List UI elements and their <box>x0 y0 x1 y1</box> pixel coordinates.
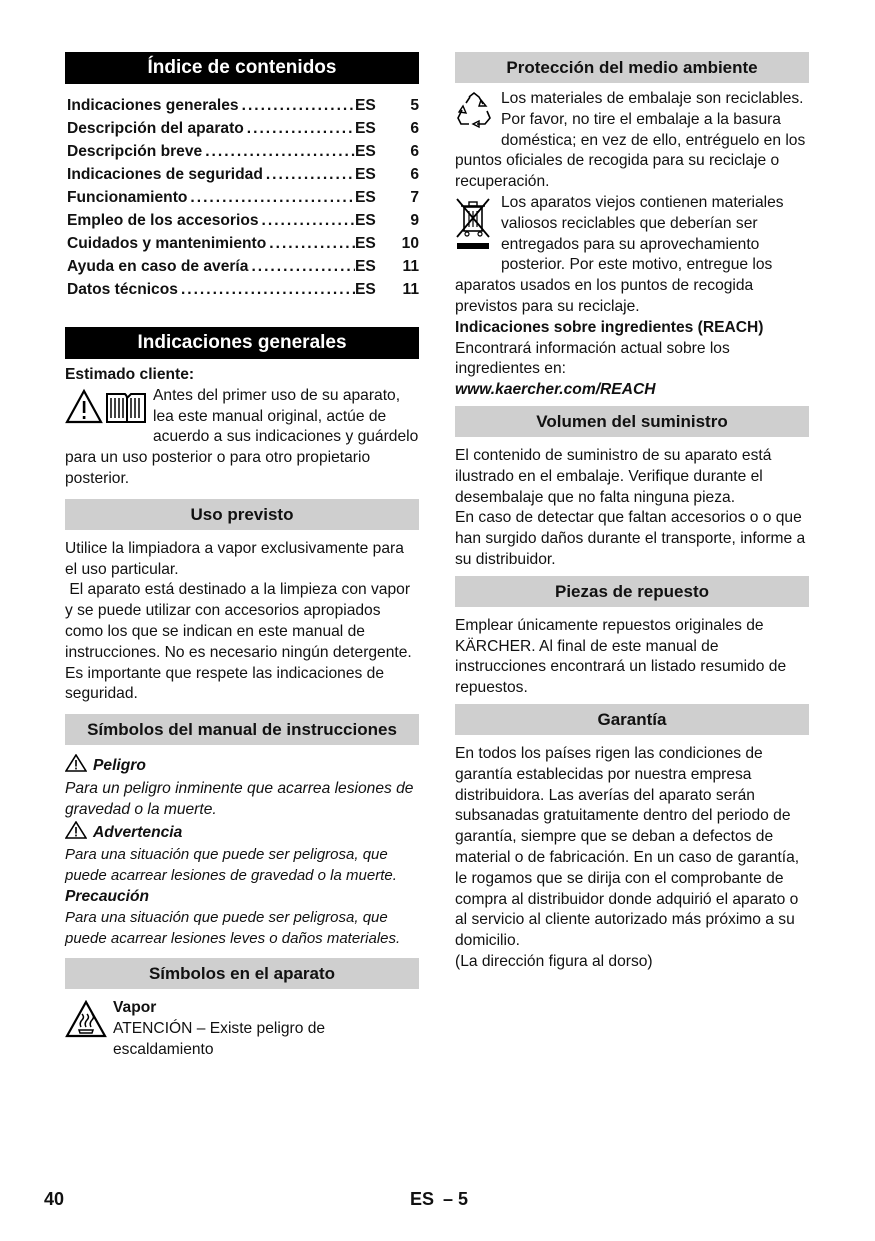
warning-manual-icon <box>65 388 147 433</box>
warning-text: Para una situación que puede ser peligrosa, que puede acarrear lesiones de gravedad o la muerte. <box>65 846 397 885</box>
toc-entry-lang: ES <box>355 143 376 160</box>
advertencia-warning-icon <box>65 821 87 846</box>
reach-text: Encontrará información actual sobre los ingredientes en: <box>455 339 730 378</box>
toc-entry-title: Funcionamiento <box>67 189 188 206</box>
toc-entry-page: 6 <box>410 166 419 183</box>
toc-entry-title: Ayuda en caso de avería <box>67 258 249 275</box>
toc-entry-page: 6 <box>410 120 419 137</box>
toc-entry-title: Cuidados y mantenimiento <box>67 235 267 252</box>
general-intro-text: Antes del primer uso de su aparato, lea este manual original, actúe de acuerdo a sus indicaciones y guárdelo para un uso posterior o para otro propietario posterior. <box>65 386 419 487</box>
toc-entry-page: 7 <box>410 189 419 206</box>
toc-entry-lang: ES <box>355 189 376 206</box>
caution-label: Precaución <box>65 887 150 905</box>
toc-entry-page: 10 <box>401 235 419 252</box>
spare-parts-p1: Emplear únicamente repuestos originales de KÄRCHER. Al final de este manual de instrucciones encontrará un listado resumido de repuestos. <box>455 616 787 697</box>
toc-entry[interactable] <box>65 163 419 186</box>
toc-entry[interactable] <box>65 186 419 209</box>
intended-use-p2: El aparato está destinado a la limpieza con vapor y se puede utilizar con accesorios apropiados como los que se indican en este manual de instrucciones. No es necesario ningún detergente. Es importante que respete las indicaciones de seguridad. <box>65 581 417 703</box>
toc-entry[interactable] <box>65 278 419 301</box>
toc-entry-title: Indicaciones de seguridad <box>67 166 263 183</box>
environment-recycle-block <box>455 89 809 193</box>
intended-use-p1: Utilice la limpiadora a vapor exclusivamente para el uso particular. <box>65 539 404 578</box>
toc-entry[interactable] <box>65 94 419 117</box>
manual-symbols-heading: Símbolos del manual de instrucciones <box>65 714 419 745</box>
danger-warning-icon <box>65 754 87 779</box>
warning-label: Advertencia <box>93 823 183 841</box>
danger-text: Para un peligro inminente que acarrea lesiones de gravedad o la muerte. <box>65 779 414 818</box>
page-number: 40 <box>44 1189 65 1209</box>
reach-url-link[interactable]: www.kaercher.com/REACH <box>455 381 656 399</box>
reach-title: Indicaciones sobre ingredientes (REACH) <box>455 318 764 336</box>
toc-entry-lang: ES <box>355 120 376 137</box>
toc-heading: Índice de contenidos <box>65 52 419 84</box>
left-column <box>65 52 419 1061</box>
toc-entry-title: Indicaciones generales <box>67 97 239 114</box>
danger-label-row <box>65 754 419 779</box>
toc-leader-dots <box>266 232 355 255</box>
caution-text: Para una situación que puede ser peligrosa, que puede acarrear lesiones leves o daños materiales. <box>65 908 401 947</box>
steam-block <box>65 998 419 1060</box>
danger-label: Peligro <box>93 757 146 775</box>
supply-p1: El contenido de suministro de su aparato está ilustrado en el embalaje. Verifique durante el desembalaje que no falta ninguna pieza. <box>455 446 772 506</box>
toc-entry-page: 5 <box>410 97 419 114</box>
warranty-p1: En todos los países rigen las condiciones de garantía establecidas por nuestra empresa distribuidora. Las averías del aparato serán subsanadas gratuitamente dentro del periodo de garantía, siempre que se deban a defectos de material o de fabricación. En un caso de garantía, le rogamos que se dirija con el comprobante de compra al distribuidor donde adquirió el aparato o al servicio al cliente autorizado más próximo a su domicilio. <box>455 744 800 950</box>
toc-entry-lang: ES <box>355 235 376 252</box>
toc-entry-page: 11 <box>402 258 419 275</box>
toc-entry[interactable] <box>65 232 419 255</box>
environment-weee-block <box>455 193 809 318</box>
toc-entry[interactable] <box>65 140 419 163</box>
warranty-heading: Garantía <box>455 704 809 735</box>
toc-entry-page: 9 <box>410 212 419 229</box>
footer-section-ref <box>410 1189 468 1210</box>
toc-leader-dots <box>259 209 355 232</box>
toc-leader-dots <box>178 278 355 301</box>
hot-steam-warning-icon <box>65 1000 107 1045</box>
toc-entry[interactable] <box>65 209 419 232</box>
warning-label-row <box>65 821 419 846</box>
toc-leader-dots <box>244 117 355 140</box>
toc-entry[interactable] <box>65 255 419 278</box>
toc-leader-dots <box>239 94 355 117</box>
toc-entry-lang: ES <box>355 258 376 275</box>
steam-text: ATENCIÓN – Existe peligro de escaldamiento <box>113 1020 326 1058</box>
toc-entry-title: Datos técnicos <box>67 281 178 298</box>
toc-entry-lang: ES <box>355 166 376 183</box>
toc-leader-dots <box>248 255 355 278</box>
toc-entry-lang: ES <box>355 212 376 229</box>
spare-parts-heading: Piezas de repuesto <box>455 576 809 607</box>
toc-entry-title: Descripción del aparato <box>67 120 244 137</box>
steam-label: Vapor <box>113 999 157 1017</box>
general-intro <box>65 386 419 490</box>
device-symbols-heading: Símbolos en el aparato <box>65 958 419 989</box>
warranty-p2: (La dirección figura al dorso) <box>455 952 653 970</box>
recycle-icon <box>455 91 493 136</box>
supply-p2: En caso de detectar que faltan accesorios o o que han surgido daños durante el transporte, informe a su distribuidor. <box>455 509 806 568</box>
intended-use-heading: Uso previsto <box>65 499 419 530</box>
environment-heading: Protección del medio ambiente <box>455 52 809 83</box>
crossed-bin-icon <box>455 195 491 258</box>
table-of-contents <box>65 94 419 301</box>
toc-entry-page: 11 <box>402 281 419 298</box>
toc-entry-page: 6 <box>410 143 419 160</box>
footer-lang: ES <box>410 1189 435 1209</box>
toc-entry-lang: ES <box>355 281 376 298</box>
toc-leader-dots <box>263 163 355 186</box>
general-heading: Indicaciones generales <box>65 327 419 359</box>
toc-leader-dots <box>187 186 355 209</box>
environment-p1: Los materiales de embalaje son reciclables. Por favor, no tire el embalaje a la basura doméstica; en vez de ello, entréguelo en los puntos oficiales de recogida para su reciclaje o recuperación. <box>455 90 806 191</box>
toc-entry-title: Descripción breve <box>67 143 203 160</box>
environment-p2: Los aparatos viejos contienen materiales valiosos reciclables que deberían ser entregados para su aprovechamiento posterior. Por este motivo, entregue los aparatos usados en los puntos de recogida previstos para su reciclaje. <box>455 193 784 315</box>
toc-entry[interactable] <box>65 117 419 140</box>
toc-entry-title: Empleo de los accesorios <box>67 212 259 229</box>
greeting: Estimado cliente: <box>65 366 195 383</box>
toc-leader-dots <box>202 140 355 163</box>
supply-heading: Volumen del suministro <box>455 406 809 437</box>
footer-section-page: – 5 <box>443 1189 469 1209</box>
right-column <box>455 52 809 973</box>
toc-entry-lang: ES <box>355 97 376 114</box>
